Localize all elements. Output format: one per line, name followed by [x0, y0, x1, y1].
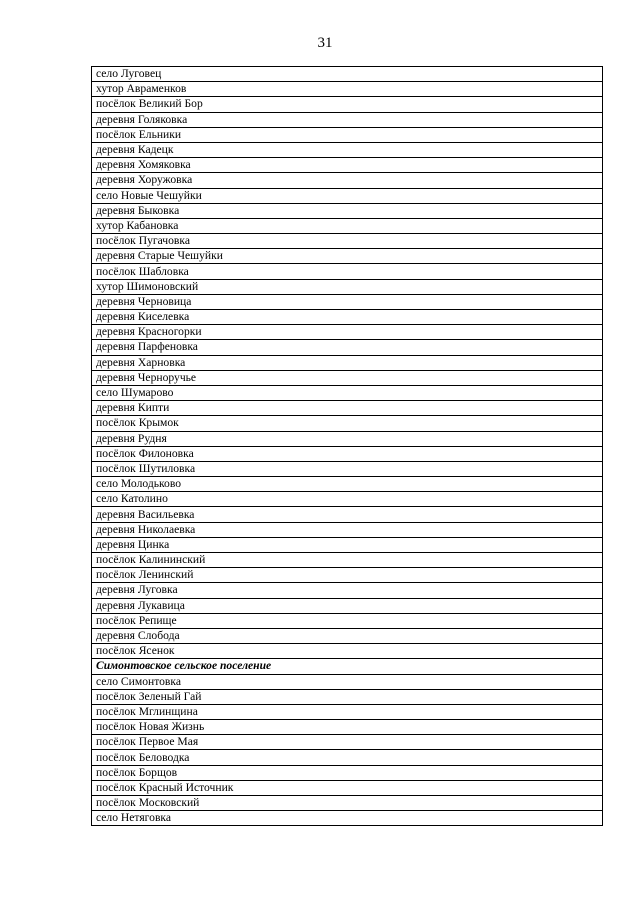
settlement-name-cell: посёлок Московский: [92, 796, 603, 811]
settlement-name-cell: деревня Луговка: [92, 583, 603, 598]
settlement-name-cell: деревня Хоружовка: [92, 173, 603, 188]
table-row: [92, 188, 603, 203]
settlement-name-cell: посёлок Ясенок: [92, 644, 603, 659]
settlement-table: [91, 66, 603, 826]
settlement-name-cell: посёлок Первое Мая: [92, 735, 603, 750]
table-row: [92, 689, 603, 704]
table-row: [92, 370, 603, 385]
table-row: [92, 750, 603, 765]
table-row: [92, 507, 603, 522]
table-row: [92, 112, 603, 127]
settlement-name-cell: посёлок Ельники: [92, 127, 603, 142]
table-row: [92, 340, 603, 355]
settlement-name-cell: село Нетяговка: [92, 811, 603, 826]
settlement-name-cell: хутор Кабановка: [92, 218, 603, 233]
settlement-name-cell: посёлок Калининский: [92, 553, 603, 568]
table-row: [92, 492, 603, 507]
settlement-name-cell: деревня Лукавица: [92, 598, 603, 613]
table-row: [92, 765, 603, 780]
settlement-name-cell: посёлок Репище: [92, 613, 603, 628]
table-row: [92, 704, 603, 719]
table-row: [92, 628, 603, 643]
settlement-table-body: [92, 67, 603, 826]
settlement-name-cell: деревня Старые Чешуйки: [92, 249, 603, 264]
table-row: [92, 97, 603, 112]
settlement-name-cell: посёлок Зеленый Гай: [92, 689, 603, 704]
settlement-name-cell: посёлок Пугачовка: [92, 234, 603, 249]
table-row: [92, 325, 603, 340]
settlement-name-cell: деревня Кипти: [92, 401, 603, 416]
table-row: [92, 780, 603, 795]
settlement-name-cell: деревня Васильевка: [92, 507, 603, 522]
table-row: [92, 264, 603, 279]
table-row: [92, 67, 603, 82]
table-row: [92, 158, 603, 173]
table-row: [92, 82, 603, 97]
table-row: [92, 401, 603, 416]
settlement-name-cell: деревня Черноручье: [92, 370, 603, 385]
table-row: [92, 735, 603, 750]
table-row: [92, 537, 603, 552]
table-row: [92, 446, 603, 461]
table-row: [92, 142, 603, 157]
settlement-name-cell: посёлок Филоновка: [92, 446, 603, 461]
settlement-name-cell: деревня Быковка: [92, 203, 603, 218]
settlement-name-cell: село Католино: [92, 492, 603, 507]
table-row: [92, 598, 603, 613]
table-row: [92, 310, 603, 325]
settlement-name-cell: деревня Голяковка: [92, 112, 603, 127]
table-row: [92, 234, 603, 249]
table-row: [92, 796, 603, 811]
table-row: [92, 553, 603, 568]
settlement-name-cell: посёлок Шутиловка: [92, 461, 603, 476]
settlement-name-cell: хутор Шимоновский: [92, 279, 603, 294]
settlement-name-cell: деревня Рудня: [92, 431, 603, 446]
table-row: [92, 613, 603, 628]
section-header-row: [92, 659, 603, 674]
settlement-name-cell: село Луговец: [92, 67, 603, 82]
table-row: [92, 294, 603, 309]
settlement-name-cell: хутор Авраменков: [92, 82, 603, 97]
table-row: [92, 644, 603, 659]
section-header-cell: Симонтовское сельское поселение: [92, 659, 603, 674]
settlement-name-cell: деревня Красногорки: [92, 325, 603, 340]
table-row: [92, 173, 603, 188]
settlement-name-cell: деревня Хомяковка: [92, 158, 603, 173]
settlement-name-cell: посёлок Крымок: [92, 416, 603, 431]
settlement-name-cell: посёлок Великий Бор: [92, 97, 603, 112]
settlement-name-cell: посёлок Шабловка: [92, 264, 603, 279]
table-row: [92, 385, 603, 400]
settlement-name-cell: деревня Киселевка: [92, 310, 603, 325]
table-row: [92, 583, 603, 598]
table-row: [92, 355, 603, 370]
settlement-name-cell: деревня Кадецк: [92, 142, 603, 157]
settlement-name-cell: посёлок Новая Жизнь: [92, 720, 603, 735]
settlement-name-cell: село Шумарово: [92, 385, 603, 400]
settlement-name-cell: деревня Николаевка: [92, 522, 603, 537]
settlement-name-cell: посёлок Мглинщина: [92, 704, 603, 719]
settlement-name-cell: село Молодьково: [92, 477, 603, 492]
table-row: [92, 568, 603, 583]
table-row: [92, 811, 603, 826]
table-row: [92, 461, 603, 476]
table-row: [92, 674, 603, 689]
settlement-name-cell: деревня Слобода: [92, 628, 603, 643]
table-row: [92, 522, 603, 537]
page-number: 31: [317, 35, 333, 51]
table-row: [92, 203, 603, 218]
table-row: [92, 720, 603, 735]
table-row: [92, 249, 603, 264]
table-row: [92, 279, 603, 294]
table-row: [92, 416, 603, 431]
settlement-name-cell: село Симонтовка: [92, 674, 603, 689]
settlement-name-cell: деревня Парфеновка: [92, 340, 603, 355]
settlement-name-cell: посёлок Ленинский: [92, 568, 603, 583]
settlement-name-cell: посёлок Красный Источник: [92, 780, 603, 795]
table-row: [92, 431, 603, 446]
settlement-name-cell: деревня Харновка: [92, 355, 603, 370]
settlement-name-cell: село Новые Чешуйки: [92, 188, 603, 203]
table-row: [92, 477, 603, 492]
settlement-name-cell: деревня Черновица: [92, 294, 603, 309]
settlement-name-cell: деревня Цинка: [92, 537, 603, 552]
settlement-name-cell: посёлок Борщов: [92, 765, 603, 780]
table-row: [92, 218, 603, 233]
table-row: [92, 127, 603, 142]
settlement-name-cell: посёлок Беловодка: [92, 750, 603, 765]
